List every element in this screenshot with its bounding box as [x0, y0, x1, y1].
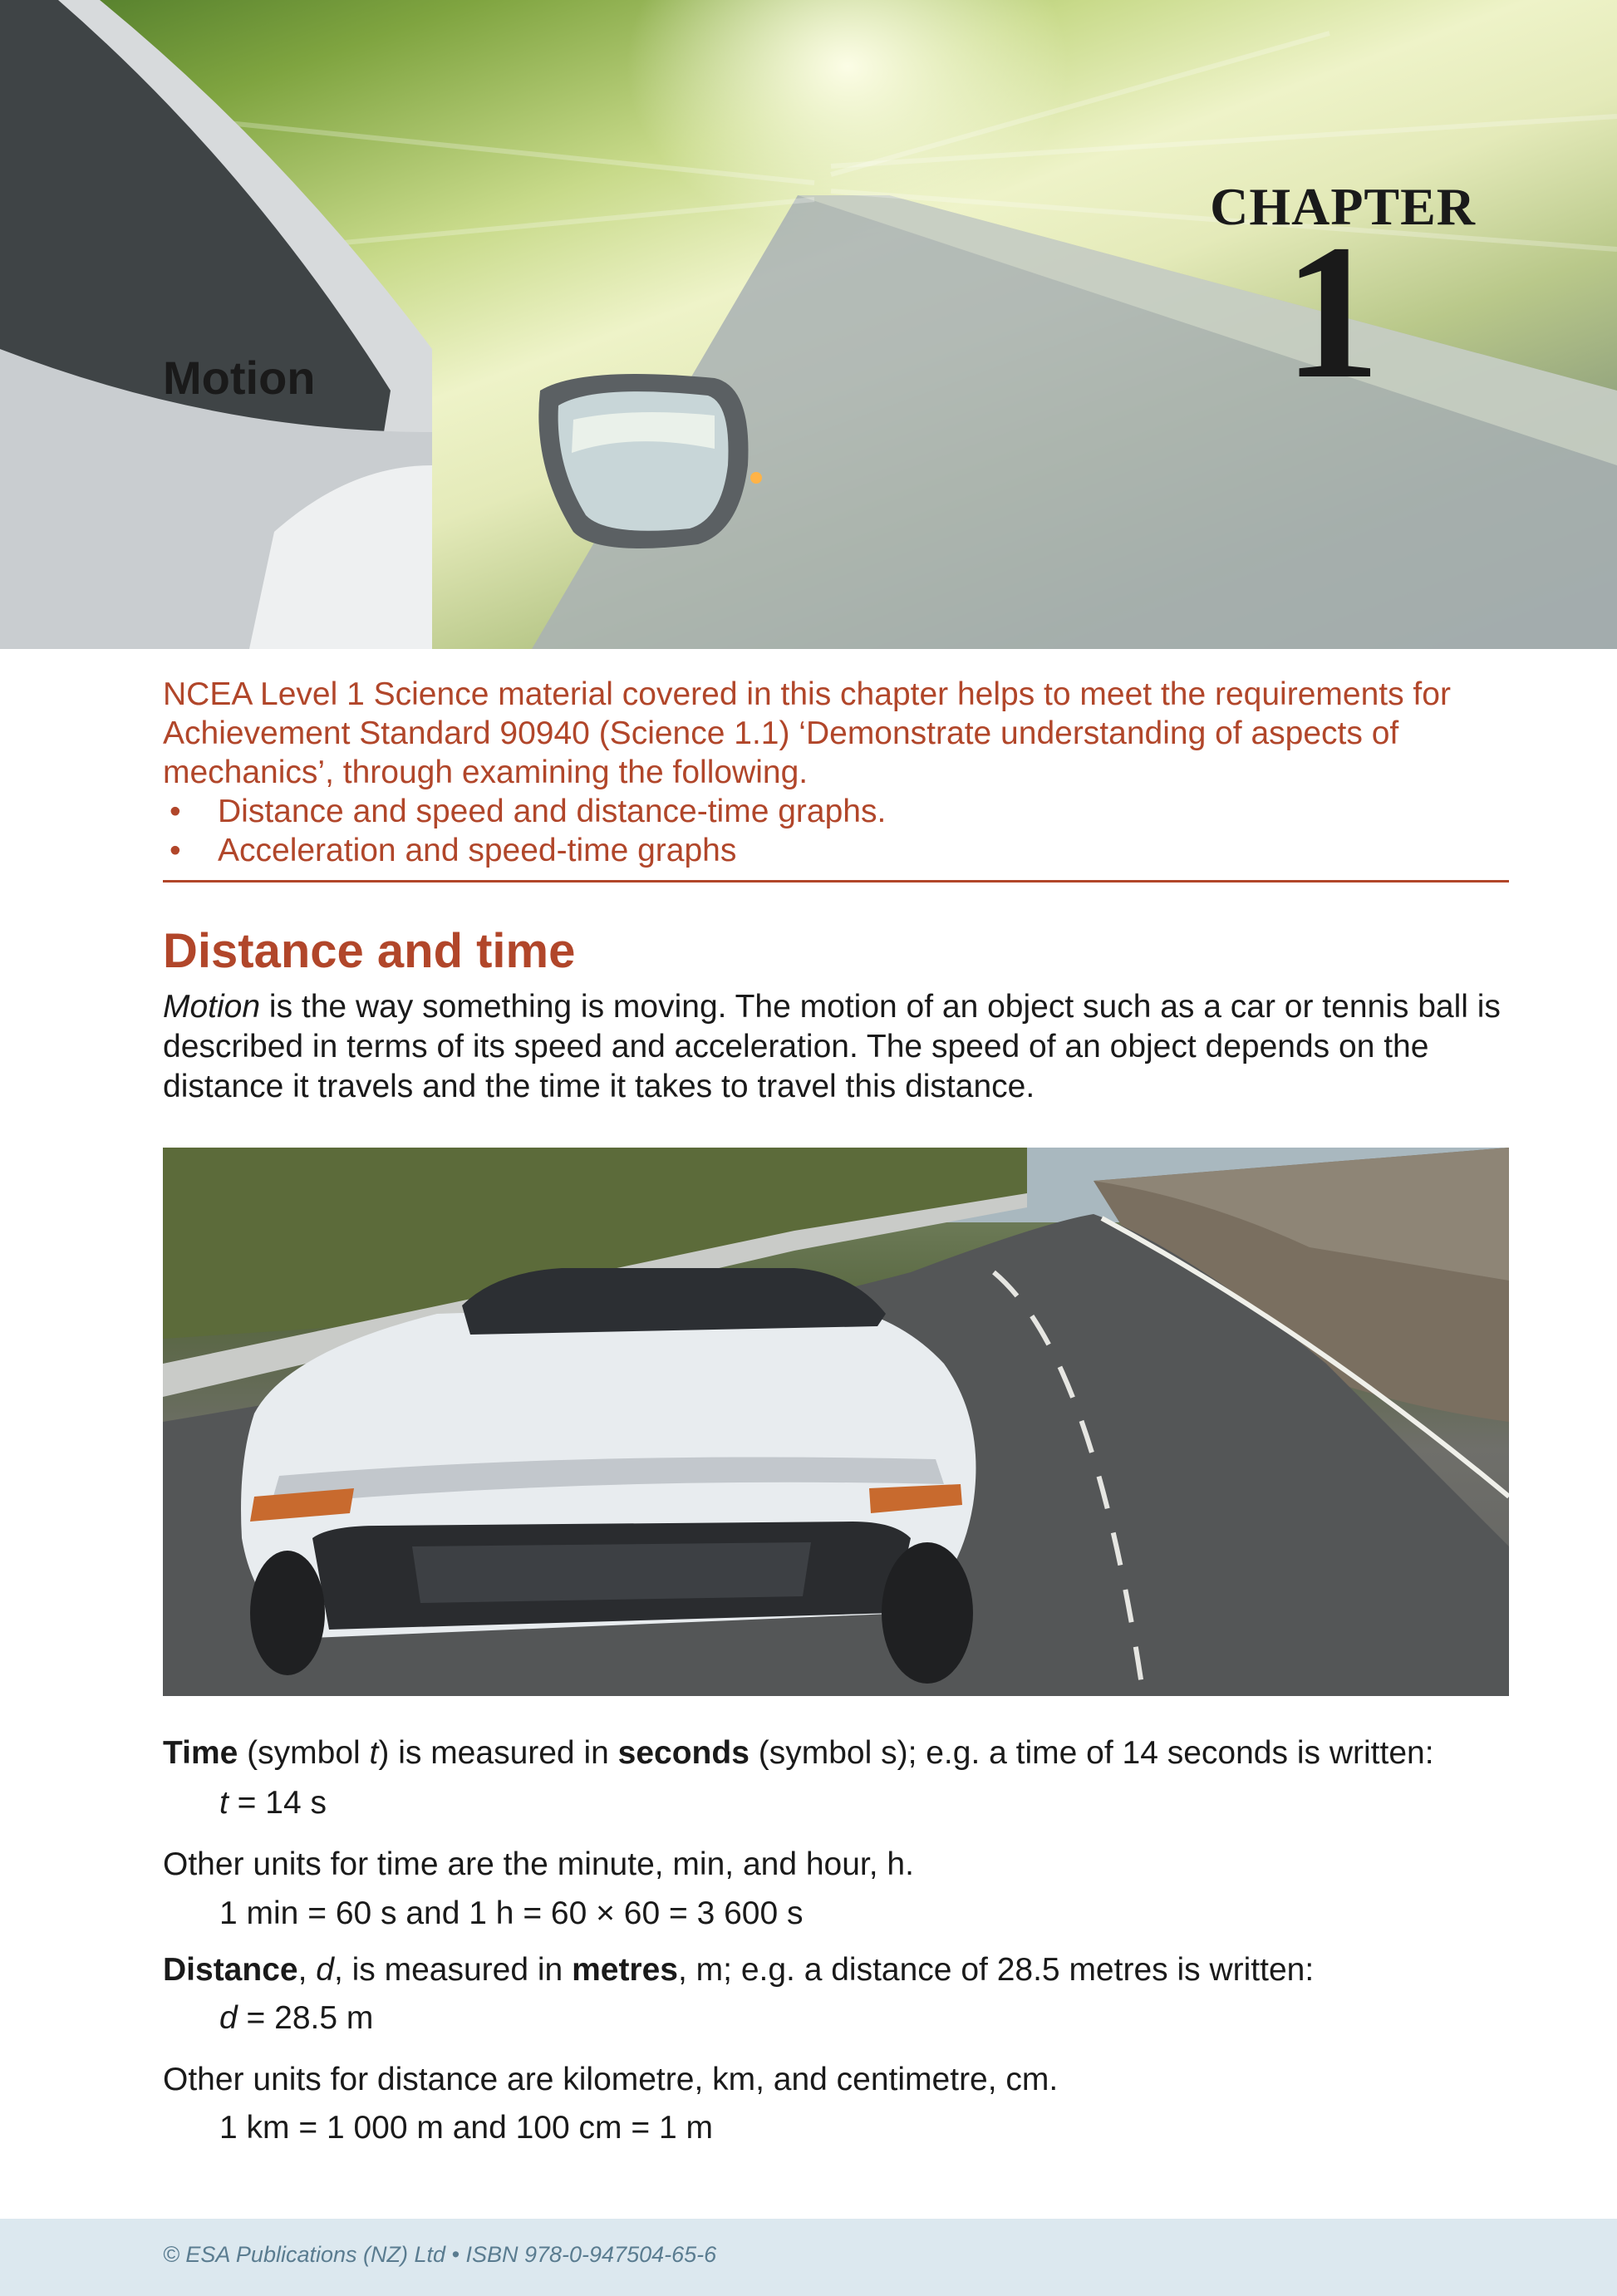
list-item-text: Acceleration and speed-time graphs: [218, 833, 737, 868]
text-fragment: (symbol s); e.g. a time of 14 seconds is written:: [749, 1735, 1434, 1771]
text-fragment: , is measured in: [333, 1952, 573, 1988]
term-distance: Distance: [163, 1952, 298, 1988]
sports-car-photo: [163, 1148, 1509, 1696]
bullet-icon: •: [170, 833, 181, 868]
distance-conversion: 1 km = 1 000 m and 100 cm = 1 m: [219, 2110, 713, 2146]
ncea-intro-box: [163, 675, 1509, 870]
distance-definition: [163, 1950, 1314, 1990]
time-equation: [219, 1783, 327, 1823]
text-fragment: ,: [297, 1952, 317, 1988]
list-item: [163, 831, 1509, 870]
section-heading: Distance and time: [163, 924, 576, 978]
motion-definition-paragraph: [163, 987, 1509, 1107]
ncea-intro-paragraph: NCEA Level 1 Science material covered in this chapter helps to meet the requirements for Achievement Standard 90940 (Science 1.1) ‘Demonstrate understanding of aspects of mechanics’, through examining the following.: [163, 676, 1451, 790]
section-divider: [163, 880, 1509, 883]
time-definition: [163, 1733, 1434, 1773]
distance-equation: [219, 1999, 373, 2038]
term-seconds: seconds: [617, 1735, 750, 1771]
symbol-d: d: [219, 2000, 238, 2036]
text-fragment: (symbol: [238, 1735, 370, 1771]
page-footer: [0, 2219, 1617, 2296]
chapter-banner-image: [0, 0, 1617, 649]
chapter-title: Motion: [163, 352, 316, 404]
ncea-topic-list: [163, 792, 1509, 870]
bullet-icon: •: [170, 794, 181, 829]
text-fragment: ) is measured in: [378, 1735, 618, 1771]
symbol-t: t: [219, 1785, 229, 1821]
equation-text: = 14 s: [228, 1785, 327, 1821]
distance-other-units: Other units for distance are kilometre, km, and centimetre, cm.: [163, 2062, 1059, 2097]
time-conversion: 1 min = 60 s and 1 h = 60 × 60 = 3 600 s: [219, 1895, 804, 1931]
symbol-t: t: [369, 1735, 379, 1771]
copyright-isbn: © ESA Publications (NZ) Ltd • ISBN 978-0-947504-65-6: [163, 2242, 717, 2267]
time-other-units: Other units for time are the minute, min, and hour, h.: [163, 1846, 914, 1882]
chapter-number: 1: [1284, 205, 1380, 419]
list-item-text: Distance and speed and distance-time graphs.: [218, 794, 887, 829]
term-motion: Motion: [163, 989, 261, 1025]
term-metres: metres: [572, 1952, 678, 1988]
list-item: [163, 792, 1509, 831]
term-time: Time: [163, 1735, 238, 1771]
text-fragment: , m; e.g. a distance of 28.5 metres is written:: [678, 1952, 1315, 1988]
chapter-label: CHAPTER: [1210, 177, 1476, 236]
symbol-d: d: [316, 1952, 334, 1988]
sports-car-illustration: [163, 1148, 1509, 1696]
equation-text: = 28.5 m: [237, 2000, 374, 2036]
paragraph-text: is the way something is moving. The motion of an object such as a car or tennis ball is described in terms of its speed and acceleration. The speed of an object depends on the distance it travels and the time it takes to travel this distance.: [163, 989, 1501, 1104]
